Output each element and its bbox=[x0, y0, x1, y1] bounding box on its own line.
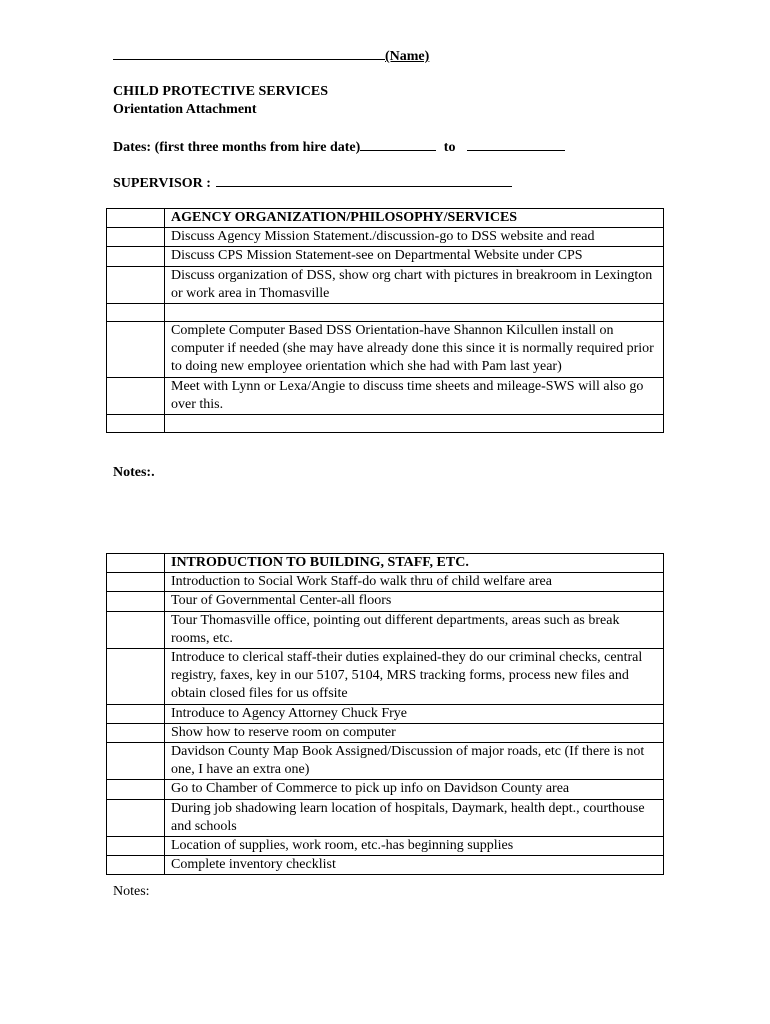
name-blank[interactable] bbox=[113, 47, 385, 60]
checkbox-cell[interactable] bbox=[107, 554, 165, 573]
item-text: Tour of Governmental Center-all floors bbox=[165, 592, 664, 611]
table-row bbox=[107, 649, 664, 705]
table-row bbox=[107, 704, 664, 723]
item-text bbox=[165, 415, 664, 433]
section2-notes-label: Notes: bbox=[113, 884, 150, 899]
item-text: Go to Chamber of Commerce to pick up info on Davidson County area bbox=[165, 780, 664, 799]
item-text: Complete inventory checklist bbox=[165, 856, 664, 875]
table-row bbox=[107, 322, 664, 378]
checkbox-cell[interactable] bbox=[107, 304, 165, 322]
table-row bbox=[107, 573, 664, 592]
checkbox-cell[interactable] bbox=[107, 704, 165, 723]
checkbox-cell[interactable] bbox=[107, 247, 165, 266]
table-row bbox=[107, 377, 664, 414]
checkbox-cell[interactable] bbox=[107, 723, 165, 742]
table-row bbox=[107, 592, 664, 611]
table-row bbox=[107, 266, 664, 303]
checkbox-cell[interactable] bbox=[107, 592, 165, 611]
item-text: Tour Thomasville office, pointing out different departments, areas such as break rooms, etc. bbox=[165, 611, 664, 648]
introduction-building-staff-table bbox=[106, 553, 664, 875]
document-subtitle: Orientation Attachment bbox=[113, 102, 257, 117]
checkbox-cell[interactable] bbox=[107, 322, 165, 378]
table-row bbox=[107, 415, 664, 433]
table-row bbox=[107, 837, 664, 856]
checkbox-cell[interactable] bbox=[107, 649, 165, 705]
name-label: (Name) bbox=[385, 49, 430, 64]
table-row bbox=[107, 743, 664, 780]
table-row bbox=[107, 723, 664, 742]
checkbox-cell[interactable] bbox=[107, 266, 165, 303]
table-row bbox=[107, 799, 664, 836]
item-text bbox=[165, 304, 664, 322]
table-row bbox=[107, 611, 664, 648]
dates-label: Dates: (first three months from hire date) bbox=[113, 140, 361, 155]
table-row bbox=[107, 247, 664, 266]
table-header-row bbox=[107, 209, 664, 228]
checkbox-cell[interactable] bbox=[107, 415, 165, 433]
item-text: Discuss CPS Mission Statement-see on Departmental Website under CPS bbox=[165, 247, 664, 266]
item-text: Show how to reserve room on computer bbox=[165, 723, 664, 742]
table-row bbox=[107, 780, 664, 799]
checkbox-cell[interactable] bbox=[107, 837, 165, 856]
supervisor-blank[interactable] bbox=[216, 174, 512, 187]
checkbox-cell[interactable] bbox=[107, 209, 165, 228]
checkbox-cell[interactable] bbox=[107, 743, 165, 780]
checkbox-cell[interactable] bbox=[107, 611, 165, 648]
item-text: Location of supplies, work room, etc.-has beginning supplies bbox=[165, 837, 664, 856]
start-date-blank[interactable] bbox=[360, 138, 436, 151]
document-title: CHILD PROTECTIVE SERVICES bbox=[113, 84, 329, 99]
item-text: Davidson County Map Book Assigned/Discussion of major roads, etc (If there is not one, I have an extra one) bbox=[165, 743, 664, 780]
checkbox-cell[interactable] bbox=[107, 780, 165, 799]
dates-line bbox=[113, 138, 565, 156]
name-line bbox=[113, 47, 429, 65]
supervisor-label: SUPERVISOR : bbox=[113, 176, 211, 191]
item-text: Introduction to Social Work Staff-do walk thru of child welfare area bbox=[165, 573, 664, 592]
checkbox-cell[interactable] bbox=[107, 377, 165, 414]
table-row bbox=[107, 304, 664, 322]
end-date-blank[interactable] bbox=[467, 138, 565, 151]
section-heading: AGENCY ORGANIZATION/PHILOSOPHY/SERVICES bbox=[165, 209, 664, 228]
checkbox-cell[interactable] bbox=[107, 799, 165, 836]
item-text: Meet with Lynn or Lexa/Angie to discuss time sheets and mileage-SWS will also go over this. bbox=[165, 377, 664, 414]
table-header-row bbox=[107, 554, 664, 573]
item-text: Introduce to Agency Attorney Chuck Frye bbox=[165, 704, 664, 723]
dates-to: to bbox=[443, 140, 456, 155]
checkbox-cell[interactable] bbox=[107, 228, 165, 247]
item-text: Discuss organization of DSS, show org chart with pictures in breakroom in Lexington or work area in Thomasville bbox=[165, 266, 664, 303]
section1-notes-label: Notes:. bbox=[113, 465, 155, 480]
section-heading: INTRODUCTION TO BUILDING, STAFF, ETC. bbox=[165, 554, 664, 573]
table-row bbox=[107, 228, 664, 247]
checkbox-cell[interactable] bbox=[107, 573, 165, 592]
checkbox-cell[interactable] bbox=[107, 856, 165, 875]
table-row bbox=[107, 856, 664, 875]
item-text: Complete Computer Based DSS Orientation-have Shannon Kilcullen install on computer if needed (she may have already done this since it is normally required prior to doing new employee orientation which she had with Pam last year) bbox=[165, 322, 664, 378]
agency-organization-table bbox=[106, 208, 664, 433]
item-text: Discuss Agency Mission Statement./discussion-go to DSS website and read bbox=[165, 228, 664, 247]
item-text: Introduce to clerical staff-their duties explained-they do our criminal checks, central registry, faxes, key in our 5107, 5104, MRS tracking forms, process new files and obtain closed files for us offsite bbox=[165, 649, 664, 705]
item-text: During job shadowing learn location of hospitals, Daymark, health dept., courthouse and schools bbox=[165, 799, 664, 836]
supervisor-line bbox=[113, 174, 512, 192]
